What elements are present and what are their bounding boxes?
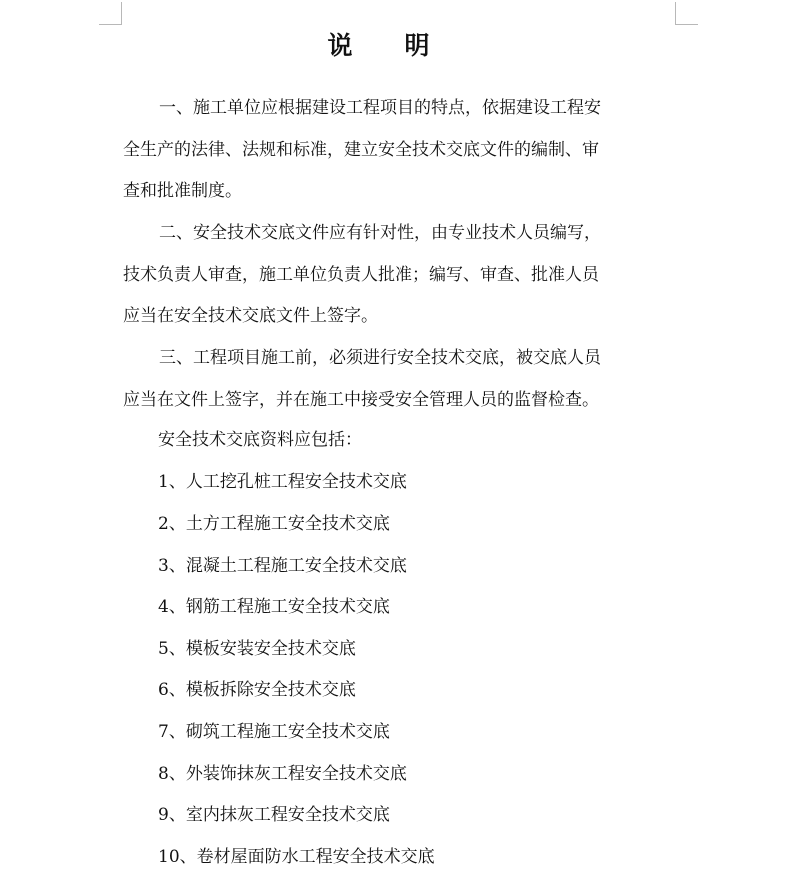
paragraph-line: 一、施工单位应根据建设工程项目的特点，依据建设工程安	[159, 98, 601, 118]
list-item: 5、模板安装安全技术交底	[158, 639, 356, 659]
list-item: 8、外装饰抹灰工程安全技术交底	[158, 764, 407, 784]
paragraph-line: 三、工程项目施工前，必须进行安全技术交底，被交底人员	[159, 348, 601, 368]
list-intro: 安全技术交底资料应包括：	[158, 430, 362, 450]
list-item: 1、人工挖孔桩工程安全技术交底	[158, 472, 407, 492]
crop-mark-top-left	[99, 2, 122, 25]
list-item: 9、室内抹灰工程安全技术交底	[158, 805, 390, 825]
list-item: 10、卷材屋面防水工程安全技术交底	[158, 847, 435, 867]
paragraph-line: 应当在文件上签字，并在施工中接受安全管理人员的监督检查。	[123, 389, 599, 410]
crop-mark-top-right	[675, 2, 698, 25]
list-item: 4、钢筋工程施工安全技术交底	[158, 597, 390, 617]
title-char-2: 明	[404, 31, 430, 60]
list-item: 3、混凝土工程施工安全技术交底	[158, 556, 407, 576]
paragraph-3	[123, 338, 643, 421]
list-item: 2、土方工程施工安全技术交底	[158, 514, 390, 534]
page-title	[0, 28, 757, 64]
list-item: 7、砌筑工程施工安全技术交底	[158, 722, 390, 742]
paragraph-line: 全生产的法律、法规和标准，建立安全技术交底文件的编制、审	[123, 139, 599, 160]
paragraph-1	[123, 88, 643, 213]
paragraph-line: 技术负责人审查，施工单位负责人批准；编写、审查、批准人员	[123, 264, 599, 285]
list-item: 6、模板拆除安全技术交底	[158, 680, 356, 700]
paragraph-2	[123, 213, 643, 338]
paragraph-line: 二、安全技术交底文件应有针对性，由专业技术人员编写，	[159, 223, 601, 243]
paragraph-line: 应当在安全技术交底文件上签字。	[123, 306, 378, 326]
paragraph-line: 查和批准制度。	[123, 181, 242, 201]
title-char-1: 说	[327, 31, 353, 60]
